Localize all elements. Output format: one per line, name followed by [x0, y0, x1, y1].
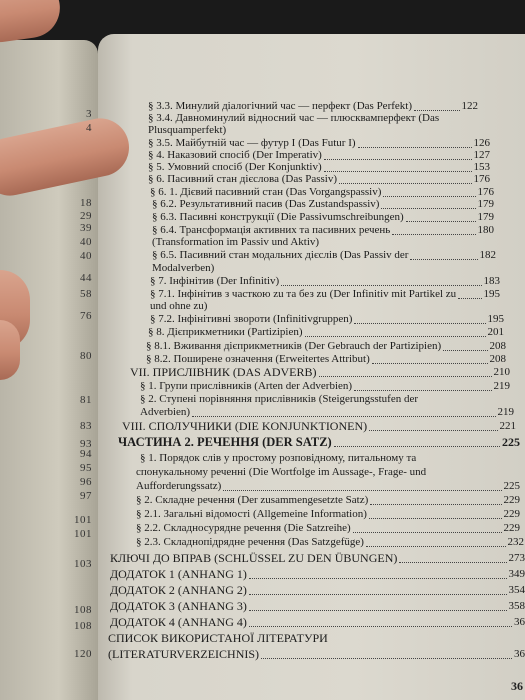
dot-leader	[372, 362, 488, 364]
dot-leader	[366, 545, 506, 547]
toc-entry-text: § 4. Наказовий спосіб (Der Imperativ)	[148, 149, 322, 161]
toc-entry-text: КЛЮЧІ ДО ВПРАВ (SCHLÜSSEL ZU DEN ÜBUNGEN)	[110, 551, 398, 565]
left-page-number: 93	[80, 438, 92, 450]
dot-leader	[281, 284, 481, 286]
toc-entry-text: ДОДАТОК 3 (ANHANG 3)	[110, 599, 247, 613]
toc-entry-text: § 6. 1. Дієвий пасивний стан (Das Vorgangspassiv)	[150, 186, 382, 198]
left-page-number: 3	[86, 108, 92, 120]
toc-entry-page: 183	[483, 275, 500, 287]
dot-leader	[324, 158, 472, 160]
toc-entry-page: 195	[483, 288, 500, 300]
left-page-number: 83	[80, 420, 92, 432]
toc-entry-text: § 6. Пасивний стан дієслова (Das Passiv)	[148, 173, 338, 185]
toc-entry-text: § 6.4. Трансформація активних та пасивних речень	[152, 224, 391, 236]
toc-entry-text: § 3.4. Давноминулий відносний час — плюсквамперфект (Das	[148, 112, 440, 124]
left-page-number: 94	[80, 448, 92, 460]
dot-leader	[383, 195, 475, 197]
dot-leader	[458, 297, 481, 299]
left-page-number: 40	[80, 250, 92, 262]
toc-entry-text: § 7.2. Інфінітивні звороти (Infinitivgruppen)	[150, 313, 353, 325]
dot-leader	[370, 503, 501, 505]
toc-entry-text: § 5. Умовний спосіб (Der Konjunktiv)	[148, 161, 322, 173]
toc-entry-text: § 2. Складне речення (Der zusammengesetzte Satz)	[136, 494, 369, 506]
left-page-number: 80	[80, 350, 92, 362]
toc-entry-page: 229	[503, 522, 520, 534]
dot-leader	[369, 429, 497, 431]
toc-entry-page: 179	[477, 198, 494, 210]
toc-entry-text: § 6.2. Результативний пасив (Das Zustandspassiv)	[152, 198, 380, 210]
dot-leader	[414, 109, 460, 111]
left-page-number: 81	[80, 394, 92, 406]
toc-entry-page: 208	[489, 353, 506, 365]
toc-entry-text: ДОДАТОК 4 (ANHANG 4)	[110, 615, 247, 629]
toc-entry-page: 182	[479, 249, 496, 261]
left-page-number: 4	[86, 122, 92, 134]
toc-entry-page: 219	[497, 406, 514, 418]
left-page-number: 120	[74, 648, 92, 660]
toc-entry-page: 225	[502, 435, 520, 449]
toc-entry-page: 232	[507, 536, 524, 548]
toc-entry-text: Aufforderungssatz)	[136, 480, 222, 492]
toc-entry-page: 358	[508, 600, 525, 612]
left-page-number: 29	[80, 210, 92, 222]
dot-leader	[406, 220, 476, 222]
toc-entry-text: § 3.3. Минулий діалогічний час — перфект (Das Perfekt)	[148, 100, 412, 112]
toc-entry-text: ЧАСТИНА 2. РЕЧЕННЯ (DER SATZ)	[118, 435, 332, 449]
left-page-number: 58	[80, 288, 92, 300]
toc-entry-text: § 2.3. Складнопідрядне речення (Das Satzgefüge)	[136, 536, 364, 548]
toc-entry-text: Modalverben)	[152, 262, 215, 274]
dot-leader	[249, 593, 507, 595]
dot-leader	[324, 170, 472, 172]
toc-entry-text: ДОДАТОК 2 (ANHANG 2)	[110, 583, 247, 597]
toc-entry-page: 349	[508, 568, 525, 580]
left-page-number: 96	[80, 476, 92, 488]
toc-entry-page: 126	[473, 137, 490, 149]
dot-leader	[381, 207, 475, 209]
toc-entry-text: (Transformation im Passiv und Aktiv)	[152, 236, 320, 248]
toc-entry-text: § 1. Групи прислівників (Arten der Adverbien)	[140, 380, 353, 392]
toc-entry-page: 210	[493, 366, 510, 378]
dot-leader	[443, 349, 487, 351]
toc-entry-text: § 6.3. Пасивні конструкції (Die Passivumschreibungen)	[152, 211, 404, 223]
toc-entry-page: 201	[487, 326, 504, 338]
toc-entry-text: § 8. Дієприкметники (Partizipien)	[148, 326, 303, 338]
toc-entry-text: Adverbien)	[140, 406, 191, 418]
page-corner-number: 36	[511, 679, 523, 693]
toc-entry-page: 225	[503, 480, 520, 492]
toc-entry-page: 176	[477, 186, 494, 198]
toc-entry-page: 195	[487, 313, 504, 325]
toc-entry-text: Plusquamperfekt)	[148, 124, 227, 136]
toc-entry-page: 180	[477, 224, 494, 236]
dot-leader	[249, 609, 507, 611]
toc-entry-page: 229	[503, 494, 520, 506]
toc-entry-page: 273	[508, 552, 525, 564]
dot-leader	[354, 322, 485, 324]
toc-entry-page: 36	[514, 616, 525, 628]
dot-leader	[339, 182, 471, 184]
dot-leader	[249, 625, 512, 627]
dot-leader	[223, 489, 501, 491]
toc-entry-text: спонукальному реченні (Die Wortfolge im Aussage-, Frage- und	[136, 466, 427, 478]
left-page-number: 108	[74, 604, 92, 616]
toc-entry-text: СПИСОК ВИКОРИСТАНОЇ ЛІТЕРАТУРИ	[108, 631, 328, 645]
toc-entry-page: 229	[503, 508, 520, 520]
toc-entry-page: 153	[473, 161, 490, 173]
dot-leader	[369, 517, 502, 519]
left-page-number: 101	[74, 528, 92, 540]
toc-entry-text: § 1. Порядок слів у простому розповідному, питальному та	[140, 452, 417, 464]
dot-leader	[249, 577, 507, 579]
left-page-number: 76	[80, 310, 92, 322]
toc-entry-text: § 7.1. Інфінітив з часткою zu та без zu (Der Infinitiv mit Partikel zu	[150, 288, 457, 300]
dot-leader	[392, 233, 475, 235]
left-page-number: 18	[80, 197, 92, 209]
toc-entry-page: 179	[477, 211, 494, 223]
toc-entry-text: § 8.2. Поширене означення (Erweitertes Attribut)	[146, 353, 370, 365]
dot-leader	[399, 561, 506, 563]
toc-entry-page: 219	[493, 380, 510, 392]
toc-entry-page: 127	[473, 149, 490, 161]
dot-leader	[261, 657, 512, 659]
toc-entry-page: 122	[461, 100, 478, 112]
dot-leader	[334, 445, 500, 447]
dot-leader	[358, 146, 472, 148]
left-page-number: 97	[80, 490, 92, 502]
toc-entry-text: und ohne zu)	[150, 300, 208, 312]
toc-entry-text: § 7. Інфінітив (Der Infinitiv)	[150, 275, 280, 287]
toc-entry-text: VIII. СПОЛУЧНИКИ (DIE KONJUNKTIONEN)	[122, 419, 368, 433]
left-page-number: 103	[74, 558, 92, 570]
left-page-number: 101	[74, 514, 92, 526]
left-page-number: 95	[80, 462, 92, 474]
left-page-number: 40	[80, 236, 92, 248]
dot-leader	[319, 375, 492, 377]
dot-leader	[353, 531, 502, 533]
toc-entry-text: § 8.1. Вживання дієприкметників (Der Gebrauch der Partizipien)	[146, 340, 442, 352]
toc-entry-text: (LITERATURVERZEICHNIS)	[108, 647, 260, 661]
toc-entry-text: § 2.2. Складносурядне речення (Die Satzreihe)	[136, 522, 351, 534]
dot-leader	[192, 415, 495, 417]
toc-entry-page: 354	[508, 584, 525, 596]
left-page-number: 44	[80, 272, 92, 284]
toc-entry-text: ДОДАТОК 1 (ANHANG 1)	[110, 567, 247, 581]
toc-entry-text: § 6.5. Пасивний стан модальних дієслів (Das Passiv der	[152, 249, 409, 261]
toc-entry-text: § 2.1. Загальні відомості (Allgemeine Information)	[136, 508, 367, 520]
toc-entry-text: § 3.5. Майбутній час — футур I (Das Futur I)	[148, 137, 356, 149]
left-page-number: 108	[74, 620, 92, 632]
left-page-number: 39	[80, 222, 92, 234]
dot-leader	[354, 389, 491, 391]
toc-entry-page: 208	[489, 340, 506, 352]
toc-entry-page: 176	[473, 173, 490, 185]
toc-entry-page: 221	[499, 420, 516, 432]
toc-entry-text: VII. ПРИСЛІВНИК (DAS ADVERB)	[130, 365, 317, 379]
toc-entry-text: § 2. Ступені порівняння прислівників (Steigerungsstufen der	[140, 393, 419, 405]
toc-entry-page: 36	[514, 648, 525, 660]
dot-leader	[410, 258, 477, 260]
dot-leader	[305, 335, 486, 337]
